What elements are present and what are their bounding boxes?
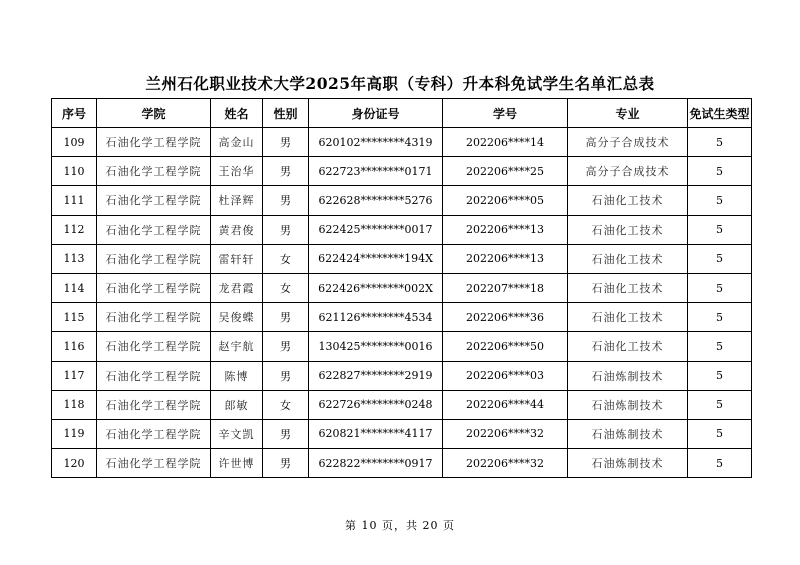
cell-no: 117 <box>52 361 97 390</box>
table-row <box>52 244 752 273</box>
cell-no: 110 <box>52 157 97 186</box>
cell-id-number: 130425********0016 <box>309 332 443 361</box>
cell-gender: 男 <box>263 157 309 186</box>
cell-id-number: 622425********0017 <box>309 215 443 244</box>
header-college: 学院 <box>97 99 211 128</box>
cell-exemption-type: 5 <box>688 390 752 419</box>
cell-major: 石油化工技术 <box>568 303 688 332</box>
cell-exemption-type: 5 <box>688 303 752 332</box>
cell-student-id: 202206****32 <box>443 449 568 478</box>
cell-no: 118 <box>52 390 97 419</box>
cell-no: 116 <box>52 332 97 361</box>
cell-exemption-type: 5 <box>688 419 752 448</box>
cell-gender: 男 <box>263 449 309 478</box>
cell-student-id: 202207****18 <box>443 273 568 302</box>
header-major: 专业 <box>568 99 688 128</box>
cell-college: 石油化学工程学院 <box>97 157 211 186</box>
cell-no: 111 <box>52 186 97 215</box>
cell-no: 119 <box>52 419 97 448</box>
cell-gender: 男 <box>263 186 309 215</box>
cell-student-id: 202206****03 <box>443 361 568 390</box>
cell-gender: 女 <box>263 273 309 302</box>
cell-college: 石油化学工程学院 <box>97 215 211 244</box>
page-footer: 第 10 页，共 20 页 <box>345 519 455 532</box>
table-row <box>52 419 752 448</box>
cell-major: 石油化工技术 <box>568 244 688 273</box>
table-row <box>52 449 752 478</box>
cell-gender: 男 <box>263 128 309 157</box>
cell-id-number: 620102********4319 <box>309 128 443 157</box>
cell-major: 石油炼制技术 <box>568 449 688 478</box>
cell-student-id: 202206****32 <box>443 419 568 448</box>
table-row <box>52 186 752 215</box>
cell-major: 石油化工技术 <box>568 273 688 302</box>
cell-college: 石油化学工程学院 <box>97 273 211 302</box>
cell-gender: 男 <box>263 215 309 244</box>
cell-name: 龙君霞 <box>211 273 263 302</box>
cell-major: 石油化工技术 <box>568 186 688 215</box>
cell-gender: 男 <box>263 332 309 361</box>
header-exemption-type: 免试生类型 <box>688 99 752 128</box>
table-row <box>52 215 752 244</box>
cell-student-id: 202206****36 <box>443 303 568 332</box>
cell-exemption-type: 5 <box>688 361 752 390</box>
cell-student-id: 202206****44 <box>443 390 568 419</box>
cell-id-number: 620821********4117 <box>309 419 443 448</box>
cell-id-number: 622723********0171 <box>309 157 443 186</box>
table-row <box>52 332 752 361</box>
cell-name: 吴俊蝶 <box>211 303 263 332</box>
header-gender: 性别 <box>263 99 309 128</box>
cell-exemption-type: 5 <box>688 273 752 302</box>
cell-major: 石油炼制技术 <box>568 361 688 390</box>
cell-no: 114 <box>52 273 97 302</box>
cell-id-number: 622628********5276 <box>309 186 443 215</box>
student-roster-table <box>51 98 752 478</box>
cell-college: 石油化学工程学院 <box>97 332 211 361</box>
cell-gender: 男 <box>263 361 309 390</box>
cell-college: 石油化学工程学院 <box>97 449 211 478</box>
cell-id-number: 622822********0917 <box>309 449 443 478</box>
cell-no: 113 <box>52 244 97 273</box>
cell-student-id: 202206****50 <box>443 332 568 361</box>
header-no: 序号 <box>52 99 97 128</box>
cell-id-number: 622827********2919 <box>309 361 443 390</box>
cell-major: 高分子合成技术 <box>568 157 688 186</box>
cell-student-id: 202206****13 <box>443 215 568 244</box>
cell-college: 石油化学工程学院 <box>97 244 211 273</box>
cell-college: 石油化学工程学院 <box>97 303 211 332</box>
cell-exemption-type: 5 <box>688 215 752 244</box>
document-title: 兰州石化职业技术大学2025年高职（专科）升本科免试学生名单汇总表 <box>145 74 655 93</box>
cell-major: 石油炼制技术 <box>568 390 688 419</box>
cell-major: 石油化工技术 <box>568 215 688 244</box>
cell-no: 109 <box>52 128 97 157</box>
cell-major: 石油炼制技术 <box>568 419 688 448</box>
header-name: 姓名 <box>211 99 263 128</box>
table-row <box>52 390 752 419</box>
cell-college: 石油化学工程学院 <box>97 186 211 215</box>
cell-gender: 女 <box>263 390 309 419</box>
cell-gender: 女 <box>263 244 309 273</box>
cell-name: 陈博 <box>211 361 263 390</box>
cell-id-number: 621126********4534 <box>309 303 443 332</box>
cell-exemption-type: 5 <box>688 332 752 361</box>
cell-id-number: 622726********0248 <box>309 390 443 419</box>
cell-no: 120 <box>52 449 97 478</box>
cell-no: 112 <box>52 215 97 244</box>
cell-name: 赵宇航 <box>211 332 263 361</box>
cell-id-number: 622424********194X <box>309 244 443 273</box>
table-body <box>52 128 752 478</box>
cell-major: 石油化工技术 <box>568 332 688 361</box>
cell-name: 郎敏 <box>211 390 263 419</box>
cell-student-id: 202206****14 <box>443 128 568 157</box>
table-row <box>52 361 752 390</box>
cell-exemption-type: 5 <box>688 128 752 157</box>
cell-exemption-type: 5 <box>688 449 752 478</box>
cell-name: 王治华 <box>211 157 263 186</box>
cell-student-id: 202206****05 <box>443 186 568 215</box>
table-row <box>52 157 752 186</box>
header-student-id: 学号 <box>443 99 568 128</box>
cell-student-id: 202206****25 <box>443 157 568 186</box>
table-row <box>52 273 752 302</box>
cell-exemption-type: 5 <box>688 244 752 273</box>
header-id-number: 身份证号 <box>309 99 443 128</box>
cell-major: 高分子合成技术 <box>568 128 688 157</box>
cell-college: 石油化学工程学院 <box>97 361 211 390</box>
cell-gender: 男 <box>263 419 309 448</box>
cell-exemption-type: 5 <box>688 157 752 186</box>
cell-college: 石油化学工程学院 <box>97 390 211 419</box>
cell-name: 辛文凯 <box>211 419 263 448</box>
cell-name: 雷轩轩 <box>211 244 263 273</box>
table-header-row <box>52 99 752 128</box>
cell-name: 杜泽辉 <box>211 186 263 215</box>
cell-gender: 男 <box>263 303 309 332</box>
cell-no: 115 <box>52 303 97 332</box>
cell-college: 石油化学工程学院 <box>97 128 211 157</box>
cell-name: 高金山 <box>211 128 263 157</box>
cell-college: 石油化学工程学院 <box>97 419 211 448</box>
cell-name: 许世博 <box>211 449 263 478</box>
cell-name: 黄君俊 <box>211 215 263 244</box>
cell-id-number: 622426********002X <box>309 273 443 302</box>
cell-student-id: 202206****13 <box>443 244 568 273</box>
table-row <box>52 303 752 332</box>
table-row <box>52 128 752 157</box>
cell-exemption-type: 5 <box>688 186 752 215</box>
